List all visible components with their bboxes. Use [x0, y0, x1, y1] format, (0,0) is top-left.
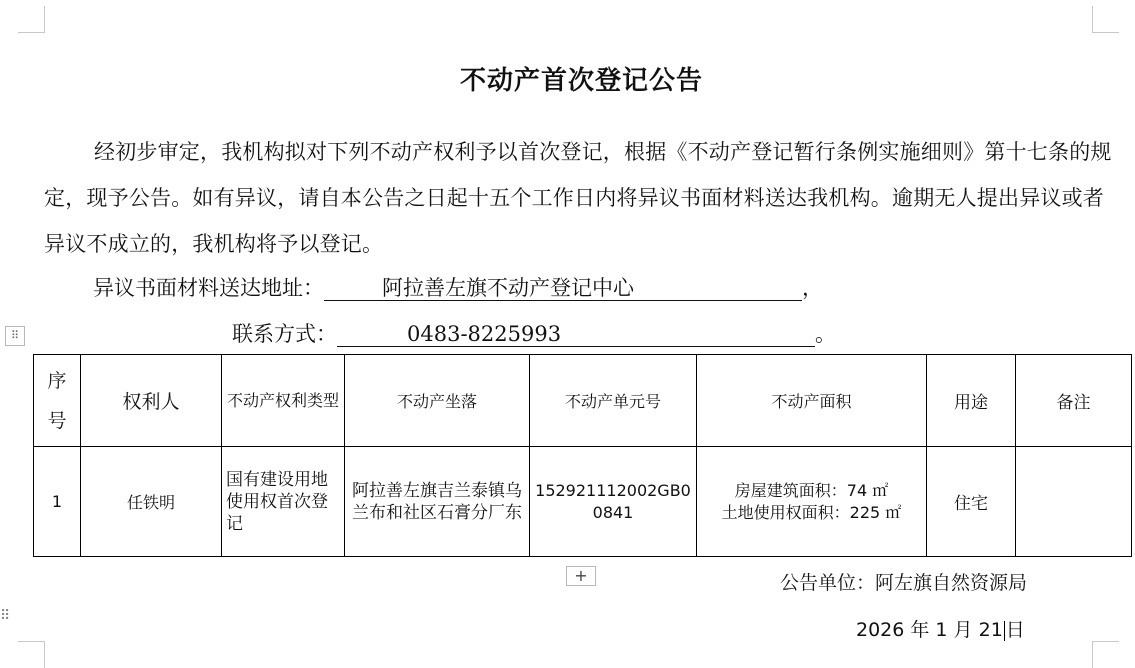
cell-area-land: 土地使用权面积：225 ㎡	[721, 502, 902, 522]
header-note: 备注	[1016, 355, 1132, 447]
cell-location: 阿拉善左旗吉兰泰镇乌兰布和社区石膏分厂东	[345, 447, 530, 557]
cell-holder: 任铁明	[81, 447, 222, 557]
cell-area-building: 房屋建筑面积：74 ㎡	[734, 480, 889, 500]
contact-end: 。	[815, 322, 836, 346]
address-label: 异议书面材料送达地址：	[93, 276, 324, 300]
crop-mark-top-right	[1092, 6, 1119, 33]
address-line	[93, 272, 823, 302]
date-text: 2026 年 1 月 21	[856, 619, 1003, 641]
property-table	[33, 354, 1132, 557]
header-area: 不动产面积	[697, 355, 927, 447]
body-paragraph: 经初步审定，我机构拟对下列不动产权利予以首次登记，根据《不动产登记暂行条例实施细则》第十七条的规定，现予公告。如有异议，请自本公告之日起十五个工作日内将异议书面材料送达我机构。逾期无人提出异议或者异议不成立的，我机构将予以登记。	[44, 140, 1112, 256]
header-seq-line2: 号	[47, 409, 67, 432]
add-row-button[interactable]	[566, 566, 596, 586]
cell-use: 住宅	[927, 447, 1016, 557]
announcement-date	[856, 615, 1025, 642]
announcing-organization: 公告单位：阿左旗自然资源局	[780, 572, 1028, 594]
cell-unit-no: 152921112002GB00841	[530, 447, 697, 557]
address-value: 阿拉善左旗不动产登记中心	[382, 276, 634, 300]
contact-value: 0483-8225993	[407, 322, 562, 346]
header-seq-line1: 序	[47, 369, 67, 392]
contact-label: 联系方式：	[232, 322, 337, 346]
header-right-type: 不动产权利类型	[222, 355, 345, 447]
plus-icon: +	[574, 566, 588, 585]
table-header-row	[34, 355, 1132, 447]
cell-seq: 1	[34, 447, 81, 557]
date-suffix: 日	[1005, 619, 1025, 641]
header-seq	[34, 355, 81, 447]
header-unit-no: 不动产单元号	[530, 355, 697, 447]
drag-handle-icon[interactable]: ⠿	[0, 608, 11, 624]
cell-area	[697, 447, 927, 557]
address-end: ，	[802, 276, 823, 300]
contact-line	[232, 318, 836, 348]
table-row	[34, 447, 1132, 557]
cell-right-type: 国有建设用地使用权首次登记	[222, 447, 345, 557]
header-holder: 权利人	[81, 355, 222, 447]
crop-mark-bottom-right	[1092, 641, 1119, 668]
address-value-field[interactable]	[324, 276, 802, 301]
text-cursor	[1004, 621, 1005, 641]
header-location: 不动产坐落	[345, 355, 530, 447]
cell-note	[1016, 447, 1132, 557]
contact-value-field[interactable]	[337, 322, 815, 347]
crop-mark-top-left	[18, 6, 45, 33]
header-use: 用途	[927, 355, 1016, 447]
document-title: 不动产首次登记公告	[459, 66, 703, 96]
move-handle-icon[interactable]: ⠿	[5, 326, 25, 346]
crop-mark-bottom-left	[18, 641, 45, 668]
